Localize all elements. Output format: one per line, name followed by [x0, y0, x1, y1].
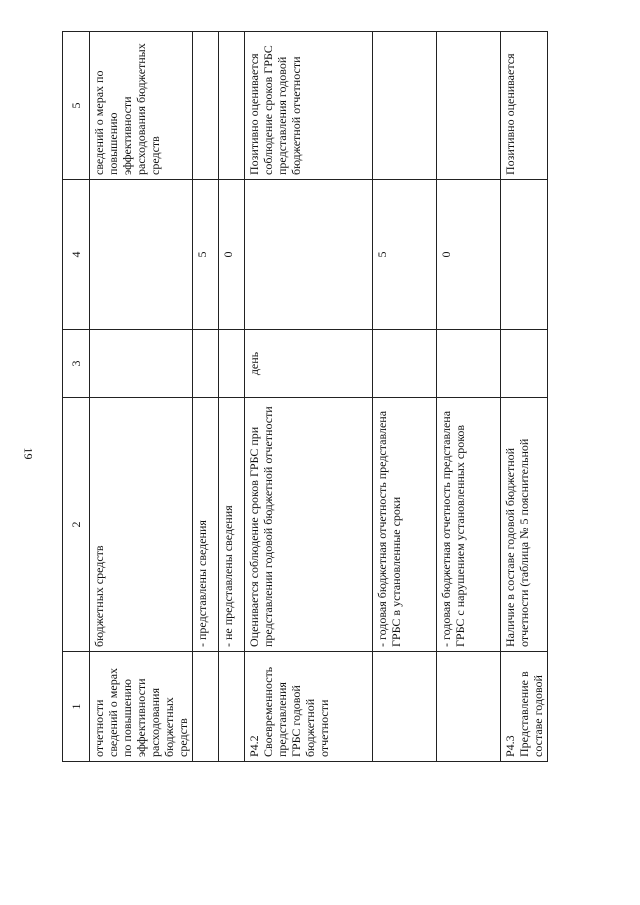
cell-description: - представлены сведения [193, 398, 219, 652]
cell-indicator: Р4.3 Представление в составе годовой [501, 652, 548, 762]
table-row [193, 32, 219, 762]
cell-description: Наличие в составе годовой бюджетной отчетности (таблица № 5 пояснительной [501, 398, 548, 652]
header-cell: 3 [63, 330, 90, 398]
cell-comment: Позитивно оценивается [501, 32, 548, 180]
cell-description: - годовая бюджетная отчетность представлена ГРБС в установленные сроки [373, 398, 437, 652]
criteria-table [62, 31, 548, 762]
cell-score: 0 [219, 180, 245, 330]
header-cell: 2 [63, 398, 90, 652]
header-cell: 4 [63, 180, 90, 330]
table-row [437, 32, 501, 762]
cell-indicator: Р4.2 Своевременность представления ГРБС годовой бюджетной отчетности [245, 652, 373, 762]
cell-description: - годовая бюджетная отчетность представлена ГРБС с нарушением установленных сроков [437, 398, 501, 652]
cell-description: Оценивается соблюдение сроков ГРБС при представлении годовой бюджетной отчетности [245, 398, 373, 652]
cell-unit [193, 330, 219, 398]
table-row [90, 32, 193, 762]
cell-unit [373, 330, 437, 398]
cell-score [90, 180, 193, 330]
cell-unit [219, 330, 245, 398]
table-row [245, 32, 373, 762]
header-row [63, 32, 90, 762]
cell-comment [373, 32, 437, 180]
header-cell: 5 [63, 32, 90, 180]
cell-score: 5 [373, 180, 437, 330]
cell-score [501, 180, 548, 330]
table-row [219, 32, 245, 762]
cell-comment [219, 32, 245, 180]
rotated-table-container [62, 32, 610, 762]
cell-description: - не представлены сведения [219, 398, 245, 652]
cell-unit: день [245, 330, 373, 398]
cell-description: бюджетных средств [90, 398, 193, 652]
cell-comment [193, 32, 219, 180]
cell-unit [90, 330, 193, 398]
cell-indicator [219, 652, 245, 762]
cell-comment [437, 32, 501, 180]
cell-score: 5 [193, 180, 219, 330]
page-number: 19 [21, 447, 36, 460]
cell-comment: сведений о мерах по повышению эффективности расходования бюджетных средств [90, 32, 193, 180]
cell-score: 0 [437, 180, 501, 330]
table-row [373, 32, 437, 762]
cell-indicator [373, 652, 437, 762]
header-cell: 1 [63, 652, 90, 762]
cell-indicator: отчетности сведений о мерах по повышению эффективности расходования бюджетных средств [90, 652, 193, 762]
cell-score [245, 180, 373, 330]
cell-unit [501, 330, 548, 398]
cell-indicator [193, 652, 219, 762]
cell-comment: Позитивно оценивается соблюдение сроков ГРБС представления годовой бюджетной отчетности [245, 32, 373, 180]
cell-unit [437, 330, 501, 398]
table-row [501, 32, 548, 762]
cell-indicator [437, 652, 501, 762]
